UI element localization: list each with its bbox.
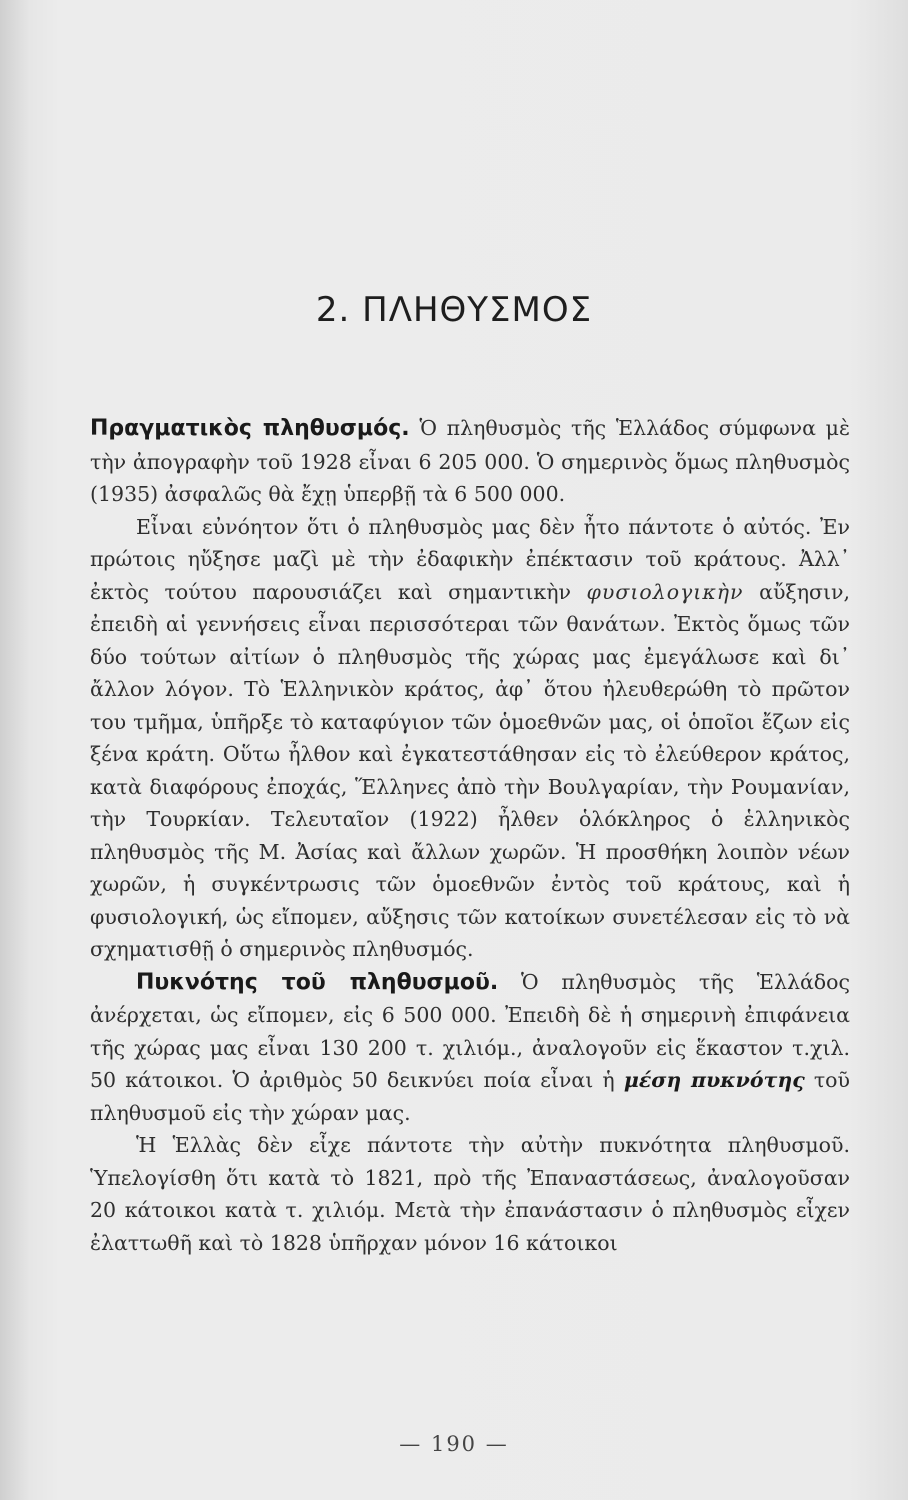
paragraph-text: Ἡ Ἑλλὰς δὲν εἶχε πάντοτε τὴν αὐτὴν πυκνότητα πληθυσμοῦ. Ὑπελογίσθη ὅτι κατὰ τὸ 1821, πρὸ τῆς Ἐπαναστάσεως, ἀναλογοῦσαν 20 κάτοικοι κατὰ τ. χιλιόμ. Μετὰ τὴν ἐπανάστασιν ὁ πληθυσμὸς εἶχεν ἐλαττωθῆ καὶ τὸ 1828 ὑπῆρχαν μόνον 16 κάτοικοι: [90, 1133, 850, 1255]
paragraph-text: αὔξησιν, ἐπειδὴ αἱ γεννήσεις εἶναι περισσότεραι τῶν θανάτων. Ἐκτὸς ὅμως τῶν δύο τούτων αἰτίων ὁ πληθυσμὸς τῆς χώρας μας ἐμεγάλωσε καὶ δι᾽ ἄλλον λόγον. Τὸ Ἑλληνικὸν κράτος, ἀφ᾽ ὅτου ἠλευθερώθη τὸ πρῶτον του τμῆμα, ὑπῆρξε τὸ καταφύγιον τῶν ὁμοεθνῶν μας, οἱ ὁποῖοι ἔζων εἰς ξένα κράτη. Οὕτω ἦλθον καὶ ἐγκατεστάθησαν εἰς τὸ ἐλεύθερον κράτος, κατὰ διαφόρους ἐποχάς, Ἕλληνες ἀπὸ τὴν Βουλγαρίαν, τὴν Ρουμανίαν, τὴν Τουρκίαν. Τελευταῖον (1922) ἦλθεν ὁλόκληρος ὁ ἑλληνικὸς πληθυσμὸς τῆς Μ. Ἀσίας καὶ ἄλλων χωρῶν. Ἡ προσθήκη λοιπὸν νέων χωρῶν, ἡ συγκέντρωσις τῶν ὁμοεθνῶν ἐντὸς τοῦ κράτους, καὶ ἡ φυσιολογική, ὡς εἴπομεν, αὔξησις τῶν κατοίκων συνετέλεσαν εἰς τὸ νὰ σχηματισθῇ ὁ σημερινὸς πληθυσμός.: [90, 579, 850, 961]
paragraph-population-density: [90, 966, 850, 1130]
section-title-population-density: Πυκνότης τοῦ πληθυσμοῦ.: [136, 969, 499, 995]
paragraph-text: Ὁ πληθυσμὸς τῆς Ἑλλάδος σύμφωνα μὲ τὴν ἀπογραφὴν τοῦ 1928 εἶναι 6 205 000. Ὁ σημερινὸς ὅμως πληθυσμὸς (1935) ἀσφαλῶς θὰ ἔχῃ ὑπερβῇ τὰ 6 500 000.: [90, 416, 850, 506]
paragraph-actual-population: [90, 412, 850, 511]
paragraph-text: Εἶναι εὐνόητον ὅτι ὁ πληθυσμὸς μας δὲν ἦτο πάντοτε ὁ αὐτός. Ἐν πρώτοις ηὔξησε μαζὶ μὲ τὴν ἐδαφικὴν ἐπέκτασιν τοῦ κράτους. Ἀλλ᾽ ἐκτὸς τούτου παρουσιάζει καὶ σημαντικὴν: [90, 514, 850, 604]
section-title-actual-population: Πραγματικὸς πληθυσμός.: [90, 416, 410, 441]
paragraph-text: Ὁ πληθυσμὸς τῆς Ἑλλάδος ἀνέρχεται, ὡς εἴπομεν, εἰς 6 500 000. Ἐπειδὴ δὲ ἡ σημερινὴ ἐπιφάνεια τῆς χώρας μας εἶναι 130 200 τ. χιλιόμ., ἀναλογοῦν εἰς ἕκαστον τ.χιλ. 50 κάτοικοι. Ὁ ἀριθμὸς 50 δεικνύει ποία εἶναι ἡ: [90, 969, 850, 1092]
page-number: — 190 —: [399, 1432, 509, 1456]
paragraph-historical-density: [90, 1129, 850, 1259]
paragraph-population-growth: [90, 511, 850, 966]
emphasis-physiological: φυσιολογικὴν: [586, 579, 744, 604]
emphasis-mean-density: μέση πυκνότης: [623, 1068, 805, 1092]
chapter-heading: 2. ΠΛΗΘΥΣΜΟΣ: [315, 290, 593, 330]
paragraph-text: τοῦ πληθυσμοῦ εἰς τὴν χώραν μας.: [90, 1068, 850, 1125]
body-text: [90, 412, 850, 1259]
